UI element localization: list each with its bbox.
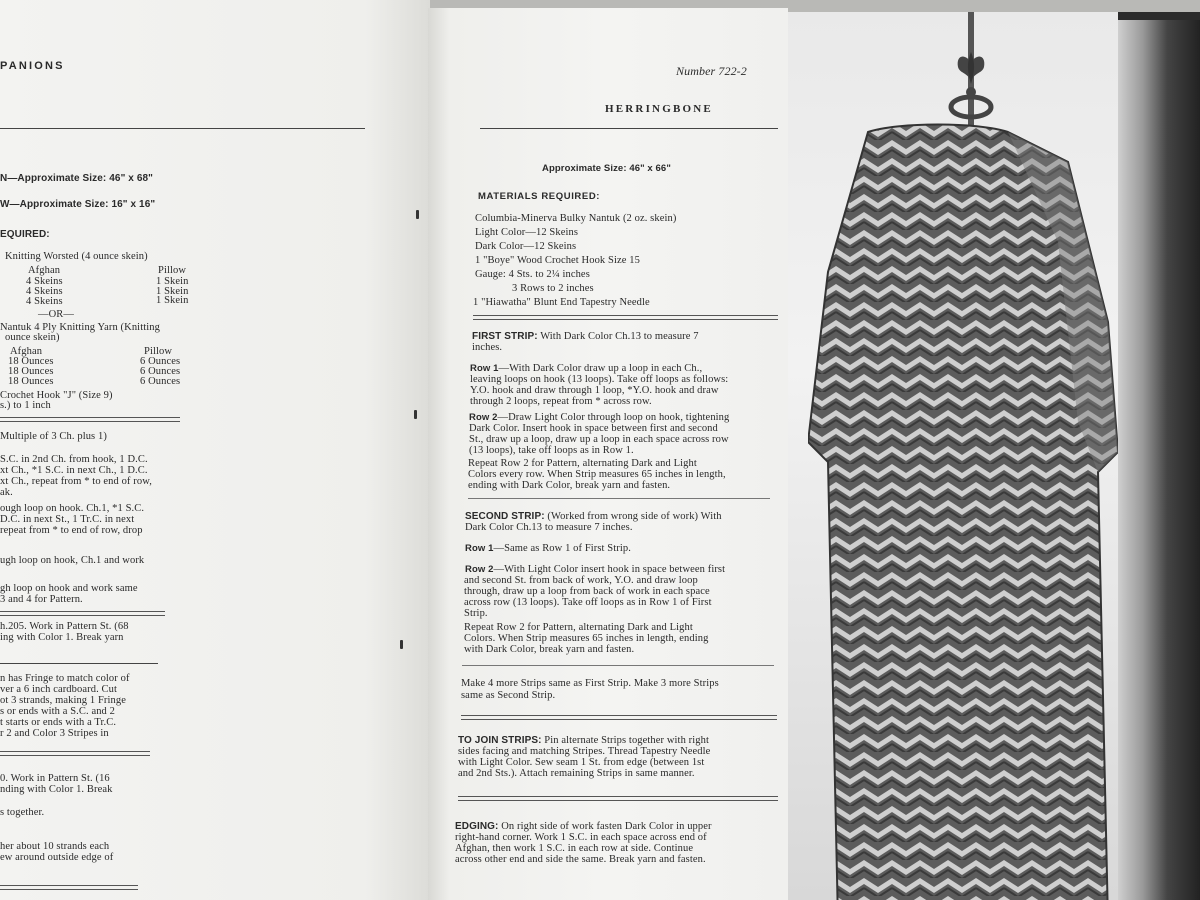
pattern-row: ough loop on hook. Ch.1, *1 S.C. [0,503,145,514]
join-text: and 2nd Sts.). Attach remaining Strips in same manner. [458,768,695,779]
material-item: 1 "Hiawatha" Blunt End Tapestry Needle [473,297,650,308]
repeat-text: Colors every row. When Strip measures 65 inches in length, [468,469,726,480]
fringe-instruction: n has Fringe to match color of [0,673,130,684]
repeat-text: Repeat Row 2 for Pattern, alternating Dark and Light [464,622,693,633]
fringe-instruction: ot 3 strands, making 1 Fringe [0,695,126,706]
pillow-ounces: 6 Ounces [140,356,181,367]
row-label: Row 2 [465,564,494,575]
section-divider [461,715,777,720]
staple-hole [400,640,403,649]
left-page-header: PANIONS [0,60,65,72]
tassel-instruction: her about 10 strands each [0,841,110,852]
row-label: Row 1 [470,363,499,374]
row-text: through 2 loops, repeat from * across row. [470,396,652,407]
row-text: Strip. [464,608,488,619]
afghan-photo [788,12,1118,900]
hook-line: Crochet Hook "J" (Size 9) [0,390,113,401]
or-divider: —OR— [38,309,74,320]
afghan-ounces: 18 Ounces [8,356,54,367]
material-item: Dark Color—12 Skeins [475,241,577,252]
gauge-line: s.) to 1 inch [0,400,51,411]
title-rule [480,128,778,129]
section-divider [458,796,778,801]
afghan-skein: 4 Skeins [26,296,63,307]
first-strip-intro [472,331,699,343]
row-text: —Same as Row 1 of First Strip. [493,543,631,554]
repeat-text: with Dark Color, break yarn and fasten. [464,644,635,655]
material-item: Columbia-Minerva Bulky Nantuk (2 oz. skein) [475,213,677,224]
section-rule [462,665,774,666]
tassel-instruction: ew around outside edge of [0,852,114,863]
materials-heading: EQUIRED: [0,229,50,240]
pattern-row: 3 and 4 for Pattern. [0,594,83,605]
row-text: Dark Color. Insert hook in space between first and second [469,423,718,434]
afghan-size: N—Approximate Size: 46" x 68" [0,173,153,184]
fringe-instruction: t starts or ends with a Tr.C. [0,717,117,728]
pattern-row: D.C. in next St., 1 Tr.C. in next [0,514,135,525]
header-rule [0,128,365,129]
pillow-skein: 1 Skein [156,276,189,287]
pattern-row: xt Ch., repeat from * to end of row, [0,476,152,487]
section-rule [468,498,770,499]
row-text: —With Light Color insert hook in space between first [493,564,726,575]
section-rule [0,663,158,664]
section-divider [473,315,778,320]
edging-text: across other end and side the same. Break yarn and fasten. [455,854,706,865]
material-item: 1 "Boye" Wood Crochet Hook Size 15 [475,255,640,266]
join-text: with Light Color. Sew seam 1 St. from edge (between 1st [458,757,705,768]
fringe-instruction: ver a 6 inch cardboard. Cut [0,684,117,695]
left-page [0,0,430,900]
pattern-number: Number 722-2 [676,64,747,78]
afghan-ounces: 18 Ounces [8,366,54,377]
join-text: Pin alternate Strips together with right [544,735,709,746]
second-strip-text: Dark Color Ch.13 to measure 7 inches. [465,522,633,533]
edging-text: right-hand corner. Work 1 S.C. in each space across end of [455,832,707,843]
pattern-title: HERRINGBONE [605,103,713,115]
yarn-line-2a: Nantuk 4 Ply Knitting Yarn (Knitting [0,322,160,333]
pattern-row: ugh loop on hook, Ch.1 and work [0,555,145,566]
stripe-instruction: h.205. Work in Pattern St. (68 [0,621,129,632]
section-divider [0,611,165,616]
second-strip-row1 [465,543,631,555]
first-strip-text: inches. [472,342,503,353]
pattern-row: xt Ch., *1 S.C. in next Ch., 1 D.C. [0,465,148,476]
yarn-line-1: Knitting Worsted (4 ounce skein) [5,251,148,262]
repeat-text: ending with Dark Color, break yarn and fasten. [468,480,671,491]
first-strip-label: FIRST STRIP: [472,331,538,342]
material-item: Gauge: 4 Sts. to 2¼ inches [475,269,590,280]
pillow-instruction: nding with Color 1. Break [0,784,113,795]
pattern-row: repeat from * to end of row, drop [0,525,143,536]
book-page-edge [1118,20,1200,900]
column-pillow-2: Pillow [144,346,173,357]
row-text: —Draw Light Color through loop on hook, tightening [497,412,730,423]
material-item: Light Color—12 Skeins [475,227,579,238]
row-text: (13 loops), take off loops as in Row 1. [469,445,634,456]
edging-text: On right side of work fasten Dark Color in upper [501,821,712,832]
row-text: St., draw up a loop, draw up a loop in each space across row [469,434,729,445]
yarn-line-2b: ounce skein) [5,332,60,343]
pillow-together: s together. [0,807,45,818]
column-afghan: Afghan [28,265,61,276]
section-divider [0,417,180,422]
repeat-text: Colors. When Strip measures 65 inches in length, ending [464,633,709,644]
column-afghan-2: Afghan [10,346,43,357]
section-divider [0,885,138,890]
pillow-ounces: 6 Ounces [140,366,181,377]
repeat-text: Repeat Row 2 for Pattern, alternating Dark and Light [468,458,697,469]
stripe-instruction: ing with Color 1. Break yarn [0,632,124,643]
pattern-row: ak. [0,487,13,498]
join-text: sides facing and matching Stripes. Thread Tapestry Needle [458,746,711,757]
pattern-multiple: Multiple of 3 Ch. plus 1) [0,431,107,442]
afghan-ounces: 18 Ounces [8,376,54,387]
pattern-row: S.C. in 2nd Ch. from hook, 1 D.C. [0,454,148,465]
section-divider [0,751,150,756]
row-text: across row (13 loops). Take off loops as in Row 1 of First [464,597,712,608]
approximate-size: Approximate Size: 46" x 66" [542,163,671,174]
row-text: leaving loops on hook (13 loops). Take off loops as follows: [470,374,729,385]
row-label: Row 1 [465,543,494,554]
staple-hole [416,210,419,219]
row-text: Y.O. hook and draw through 1 loop, *Y.O. hook and draw [470,385,719,396]
make-more-text: same as Second Strip. [461,690,556,701]
fringe-instruction: r 2 and Color 3 Stripes in [0,728,109,739]
afghan-skein: 4 Skeins [26,276,63,287]
pillow-size: W—Approximate Size: 16" x 16" [0,199,156,210]
edging-label: EDGING: [455,821,499,832]
staple-hole [414,410,417,419]
row-text: —With Dark Color draw up a loop in each Ch., [498,363,703,374]
material-item: 3 Rows to 2 inches [512,283,594,294]
edging-text: Afghan, then work 1 S.C. in each row at side. Continue [455,843,694,854]
pillow-skein: 1 Skein [156,286,189,297]
second-strip-label: SECOND STRIP: [465,511,545,522]
join-label: TO JOIN STRIPS: [458,735,542,746]
second-strip-text: (Worked from wrong side of work) With [547,511,722,522]
row-text: and second St. from back of work, Y.O. and draw loop [464,575,698,586]
pattern-row: gh loop on hook and work same [0,583,138,594]
materials-heading: MATERIALS REQUIRED: [478,191,601,202]
row-label: Row 2 [469,412,498,423]
first-strip-text: With Dark Color Ch.13 to measure 7 [540,331,699,342]
herringbone-afghan-image [808,122,1118,900]
afghan-skein: 4 Skeins [26,286,63,297]
right-page [428,8,788,900]
fringe-instruction: s or ends with a S.C. and 2 [0,706,115,717]
make-more-text: Make 4 more Strips same as First Strip. Make 3 more Strips [461,678,719,689]
row-text: through, draw up a loop from back of work in each space [464,586,710,597]
pillow-instruction: 0. Work in Pattern St. (16 [0,773,110,784]
column-pillow: Pillow [158,265,187,276]
pillow-skein: 1 Skein [156,295,189,306]
pillow-ounces: 6 Ounces [140,376,181,387]
